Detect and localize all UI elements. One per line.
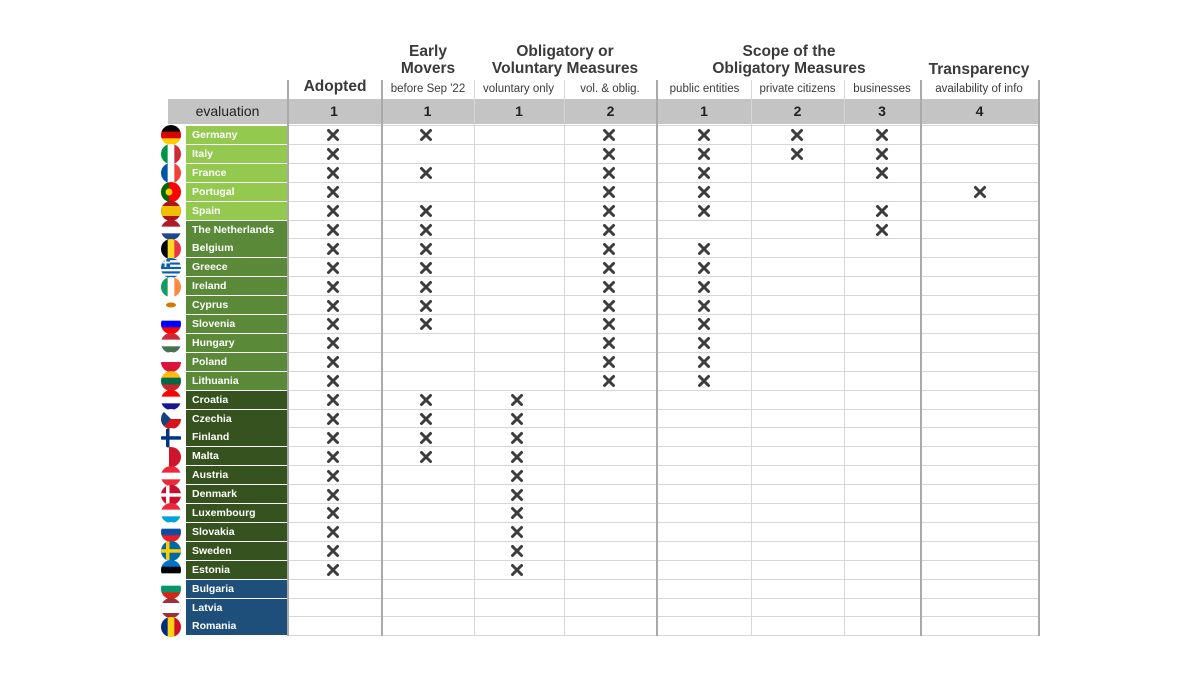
austria-flag-icon (161, 466, 181, 486)
country-label: Luxembourg (186, 504, 287, 522)
row-divider (287, 371, 1039, 372)
x-mark (510, 393, 524, 407)
row-divider (287, 144, 1039, 145)
evaluation-value-voluntary-only: 1 (515, 103, 523, 119)
row-divider (287, 201, 1039, 202)
row-divider (287, 333, 1039, 334)
subheader-public-entities: public entities (669, 83, 740, 95)
poland-flag-icon (161, 352, 181, 372)
column-divider (844, 80, 845, 636)
row-divider (287, 522, 1039, 523)
country-label: Slovenia (186, 315, 287, 333)
row-divider (287, 352, 1039, 353)
x-mark (326, 563, 340, 577)
country-label: France (186, 164, 287, 182)
czechia-flag-icon (161, 409, 181, 429)
x-mark (326, 412, 340, 426)
lithuania-flag-icon (161, 371, 181, 391)
x-mark (326, 374, 340, 388)
x-mark (326, 185, 340, 199)
row-divider (287, 390, 1039, 391)
x-mark (510, 563, 524, 577)
country-label: Belgium (186, 239, 287, 257)
x-mark (326, 317, 340, 331)
country-label: Czechia (186, 410, 287, 428)
latvia-flag-icon (161, 598, 181, 618)
row-divider (287, 295, 1039, 296)
row-divider (287, 163, 1039, 164)
x-mark (602, 128, 616, 142)
row-divider (287, 220, 1039, 221)
cyprus-flag-icon (161, 296, 181, 316)
x-mark (419, 204, 433, 218)
x-mark (326, 393, 340, 407)
x-mark (510, 544, 524, 558)
x-mark (697, 204, 711, 218)
country-label: Bulgaria (186, 580, 287, 598)
x-mark (419, 393, 433, 407)
malta-flag-icon (161, 447, 181, 467)
subheader-availability-of-info: availability of info (935, 83, 1023, 95)
country-label: The Netherlands (186, 221, 287, 239)
x-mark (875, 128, 889, 142)
belgium-flag-icon (161, 239, 181, 259)
header-scope-line2: Obligatory Measures (712, 60, 866, 77)
italy-flag-icon (161, 144, 181, 164)
x-mark (602, 317, 616, 331)
x-mark (419, 450, 433, 464)
column-divider (656, 80, 658, 636)
x-mark (875, 204, 889, 218)
x-mark (602, 147, 616, 161)
x-mark (697, 317, 711, 331)
column-divider (751, 80, 752, 636)
header-obligatory-voluntary-line1: Obligatory or (516, 43, 614, 60)
x-mark (326, 431, 340, 445)
row-divider (287, 182, 1039, 183)
x-mark (419, 261, 433, 275)
x-mark (602, 166, 616, 180)
x-mark (326, 488, 340, 502)
country-label: Malta (186, 447, 287, 465)
country-label: Slovakia (186, 523, 287, 541)
x-mark (697, 355, 711, 369)
row-divider (287, 409, 1039, 410)
slovenia-flag-icon (161, 314, 181, 334)
subheader-before-sep-22: before Sep '22 (390, 83, 466, 95)
x-mark (697, 299, 711, 313)
column-divider (920, 80, 922, 636)
x-mark (326, 355, 340, 369)
column-divider (381, 80, 383, 636)
x-mark (602, 355, 616, 369)
country-label: Romania (186, 617, 287, 635)
x-mark (697, 280, 711, 294)
slovakia-flag-icon (161, 522, 181, 542)
x-mark (326, 544, 340, 558)
x-mark (602, 204, 616, 218)
x-mark (326, 204, 340, 218)
row-divider (287, 635, 1039, 636)
x-mark (510, 469, 524, 483)
x-mark (697, 336, 711, 350)
x-mark (326, 128, 340, 142)
row-divider (287, 598, 1039, 599)
x-mark (326, 336, 340, 350)
x-mark (326, 450, 340, 464)
evaluation-value-businesses: 3 (878, 103, 886, 119)
row-divider (287, 446, 1039, 447)
croatia-flag-icon (161, 390, 181, 410)
hungary-flag-icon (161, 333, 181, 353)
x-mark (602, 223, 616, 237)
x-mark (419, 317, 433, 331)
x-mark (697, 166, 711, 180)
row-divider (287, 579, 1039, 580)
row-divider (287, 503, 1039, 504)
x-mark (602, 336, 616, 350)
x-mark (697, 185, 711, 199)
greece-flag-icon (161, 258, 181, 278)
row-divider (287, 560, 1039, 561)
x-mark (602, 280, 616, 294)
x-mark (790, 128, 804, 142)
x-mark (602, 261, 616, 275)
country-label: Portugal (186, 183, 287, 201)
x-mark (602, 185, 616, 199)
x-mark (510, 525, 524, 539)
evaluation-label: evaluation (195, 103, 260, 119)
country-label: Hungary (186, 334, 287, 352)
row-divider (287, 314, 1039, 315)
header-obligatory-voluntary (474, 43, 656, 77)
x-mark (510, 412, 524, 426)
estonia-flag-icon (161, 560, 181, 580)
evaluation-value-public-entities: 1 (700, 103, 708, 119)
country-label: Estonia (186, 561, 287, 579)
country-label: Italy (186, 145, 287, 163)
country-label: Austria (186, 466, 287, 484)
x-mark (602, 242, 616, 256)
x-mark (419, 242, 433, 256)
country-label: Poland (186, 353, 287, 371)
column-divider (564, 80, 565, 636)
x-mark (697, 242, 711, 256)
finland-flag-icon (161, 428, 181, 448)
x-mark (510, 488, 524, 502)
x-mark (697, 128, 711, 142)
country-label: Ireland (186, 277, 287, 295)
row-divider (287, 257, 1039, 258)
x-mark (510, 431, 524, 445)
x-mark (419, 223, 433, 237)
country-label: Lithuania (186, 372, 287, 390)
evaluation-value-private-citizens: 2 (793, 103, 802, 119)
x-mark (326, 299, 340, 313)
row-divider (287, 465, 1039, 466)
x-mark (326, 242, 340, 256)
x-mark (697, 374, 711, 388)
x-mark (419, 128, 433, 142)
header-obligatory-voluntary-line2: Voluntary Measures (491, 60, 639, 77)
evaluation-value-adopted: 1 (330, 103, 338, 119)
x-mark (875, 147, 889, 161)
france-flag-icon (161, 163, 181, 183)
luxembourg-flag-icon (161, 503, 181, 523)
column-divider (474, 80, 475, 636)
country-label: Germany (186, 126, 287, 144)
bulgaria-flag-icon (161, 579, 181, 599)
row-divider (287, 427, 1039, 428)
x-mark (326, 223, 340, 237)
row-divider (287, 541, 1039, 542)
row-divider (287, 125, 1039, 126)
country-label: Spain (186, 202, 287, 220)
x-mark (419, 280, 433, 294)
row-divider (287, 616, 1039, 617)
ireland-flag-icon (161, 277, 181, 297)
x-mark (790, 147, 804, 161)
x-mark (602, 299, 616, 313)
header-early-movers-line2: Movers (400, 60, 456, 77)
x-mark (326, 261, 340, 275)
spain-flag-icon (161, 201, 181, 221)
country-label: Latvia (186, 599, 287, 617)
subheader-vol-oblig: vol. & oblig. (580, 83, 640, 95)
x-mark (602, 374, 616, 388)
x-mark (419, 412, 433, 426)
row-divider (287, 276, 1039, 277)
x-mark (510, 450, 524, 464)
header-early-movers (382, 43, 474, 77)
x-mark (326, 280, 340, 294)
x-mark (973, 185, 987, 199)
x-mark (697, 147, 711, 161)
x-mark (326, 469, 340, 483)
x-mark (875, 166, 889, 180)
header-adopted: Adopted (303, 78, 367, 95)
column-divider (1038, 80, 1040, 636)
x-mark (326, 147, 340, 161)
x-mark (419, 166, 433, 180)
country-label: Denmark (186, 485, 287, 503)
x-mark (875, 223, 889, 237)
subheader-voluntary-only: voluntary only (483, 83, 554, 95)
romania-flag-icon (161, 617, 181, 637)
column-divider (287, 80, 289, 636)
country-label: Cyprus (186, 296, 287, 314)
evaluation-value-vol-oblig: 2 (606, 103, 615, 119)
header-early-movers-line1: Early (409, 43, 447, 60)
x-mark (419, 431, 433, 445)
evaluation-value-early-movers: 1 (423, 103, 432, 119)
header-scope (658, 43, 920, 77)
sweden-flag-icon (161, 541, 181, 561)
portugal-flag-icon (161, 182, 181, 202)
country-label: Sweden (186, 542, 287, 560)
x-mark (326, 525, 340, 539)
x-mark (419, 299, 433, 313)
netherlands-flag-icon (161, 220, 181, 240)
country-label: Greece (186, 258, 287, 276)
x-mark (697, 261, 711, 275)
country-label: Finland (186, 428, 287, 446)
evaluation-value-availability: 4 (975, 103, 984, 119)
country-label: Croatia (186, 391, 287, 409)
x-mark (326, 506, 340, 520)
x-mark (510, 506, 524, 520)
denmark-flag-icon (161, 485, 181, 505)
subheader-private-citizens: private citizens (759, 83, 836, 95)
row-divider (287, 238, 1039, 239)
header-transparency: Transparency (928, 61, 1030, 78)
row-divider (287, 484, 1039, 485)
header-scope-line1: Scope of the (742, 43, 836, 60)
x-mark (326, 166, 340, 180)
subheader-businesses: businesses (853, 83, 911, 95)
germany-flag-icon (161, 125, 181, 145)
